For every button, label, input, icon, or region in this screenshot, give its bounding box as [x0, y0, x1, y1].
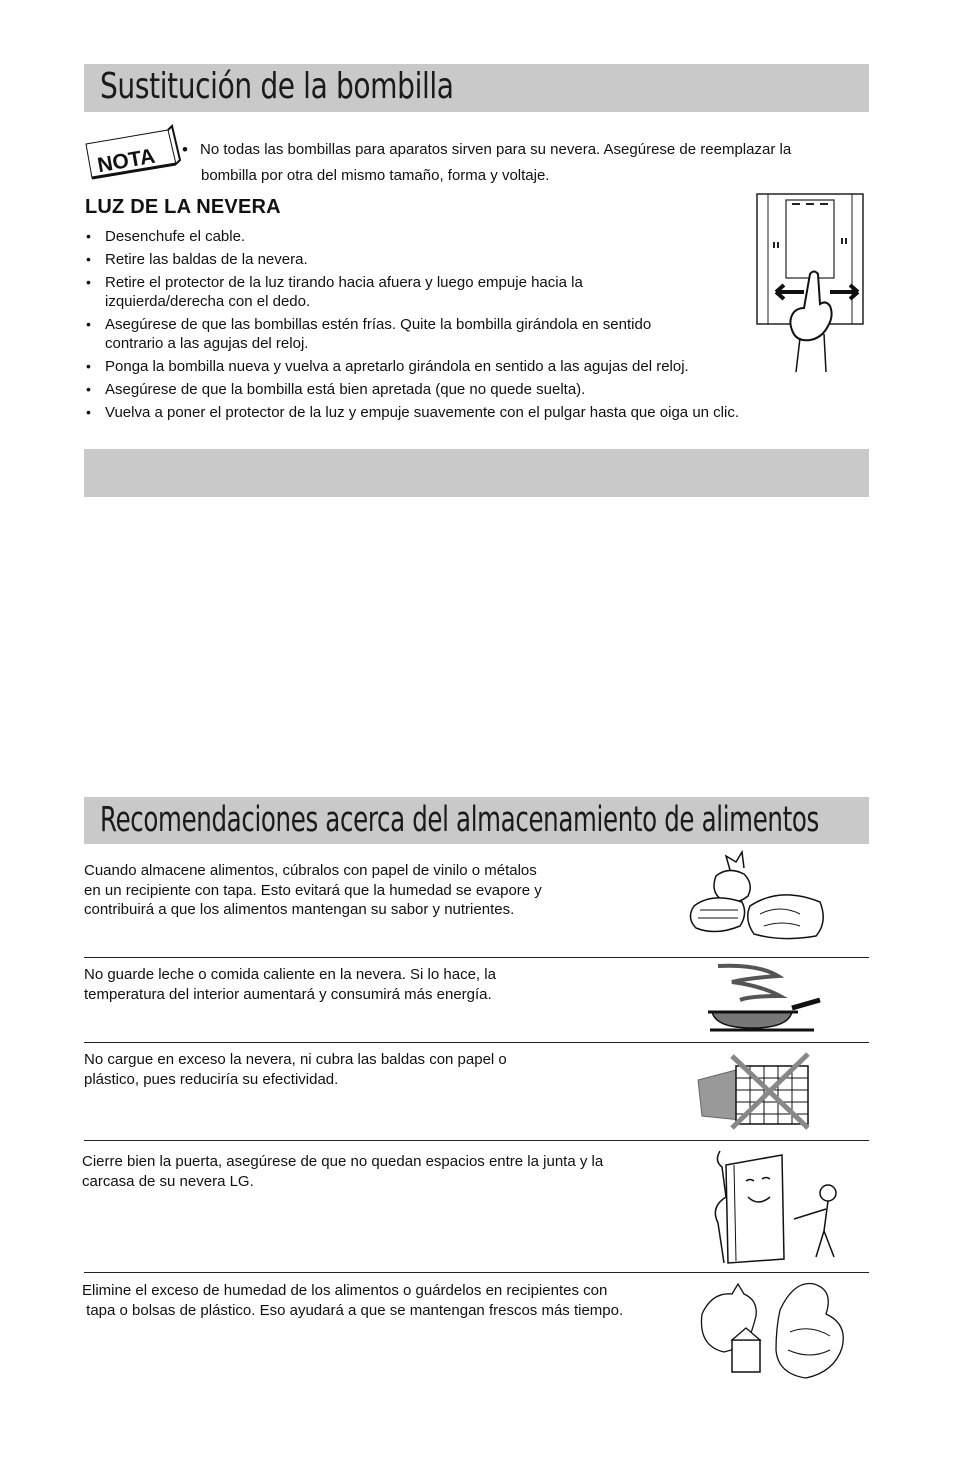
- recommendation-text: Cuando almacene alimentos, cúbralos con papel de vinilo o métalos en un recipiente con tapa. Esto evitará que la humedad se evapore y contribuirá a que los alimentos mantengan su sabor y nutrientes.: [84, 862, 542, 918]
- nota-label: NOTA: [95, 144, 157, 178]
- step-item: • Asegúrese de que las bombillas estén frías. Quite la bombilla girándola en sentido contrario a las agujas del reloj.: [84, 315, 739, 353]
- section-banner-storage: [84, 797, 869, 844]
- section-banner-empty: [84, 449, 869, 497]
- fridge-door-character-icon: [698, 1143, 844, 1272]
- recommendation-text: Elimine el exceso de humedad de los alimentos o guárdelos en recipientes con tapa o bolsas de plástico. Eso ayudará a que se mantengan frescos más tiempo.: [82, 1282, 624, 1319]
- note-line-2: bombilla por otra del mismo tamaño, forma y voltaje.: [201, 167, 550, 184]
- step-item: • Retire las baldas de la nevera.: [84, 250, 739, 269]
- step-item: • Desenchufe el cable.: [84, 227, 739, 246]
- hot-pan-icon: [706, 962, 826, 1039]
- section-title-storage: Recomendaciones acerca del almacenamiento de alimentos: [100, 800, 819, 840]
- food-containers-icon: [690, 1280, 858, 1387]
- note-line-1: No todas las bombillas para aparatos sirven para su nevera. Asegúrese de reemplazar la: [200, 141, 792, 158]
- section-title-bulb: Sustitución de la bombilla: [100, 66, 454, 107]
- bulb-replacement-steps: [84, 227, 739, 426]
- finger-push-light-cover-icon: [752, 192, 868, 374]
- divider: [84, 1140, 869, 1141]
- recommendation-text: No cargue en exceso la nevera, ni cubra las baldas con papel o plástico, pues reduciría su efectividad.: [84, 1051, 507, 1088]
- note-text: [182, 137, 870, 189]
- nota-tag-icon: [84, 124, 184, 180]
- step-item: • Vuelva a poner el protector de la luz y empuje suavemente con el pulgar hasta que oiga un clic.: [84, 403, 739, 422]
- wrapped-food-icon: [686, 848, 830, 947]
- nota-badge: [84, 124, 184, 180]
- step-item: • Ponga la bombilla nueva y vuelva a apretarlo girándola en sentido a las agujas del reloj.: [84, 357, 739, 376]
- step-item: • Asegúrese de que la bombilla está bien apretada (que no quede suelta).: [84, 380, 739, 399]
- recommendation-text: No guarde leche o comida caliente en la nevera. Si lo hace, la temperatura del interior aumentará y consumirá más energía.: [84, 966, 496, 1003]
- divider: [84, 957, 869, 958]
- covered-shelf-crossed-icon: [696, 1050, 820, 1135]
- divider: [84, 1272, 869, 1273]
- note-bullet: •: [182, 140, 188, 159]
- section-banner-bulb: [84, 64, 869, 112]
- recommendation-text: Cierre bien la puerta, asegúrese de que no quedan espacios entre la junta y la carcasa de su nevera LG.: [82, 1153, 604, 1190]
- fridge-light-heading: LUZ DE LA NEVERA: [85, 196, 281, 218]
- step-item: • Retire el protector de la luz tirando hacia afuera y luego empuje hacia la izquierda/derecha con el dedo.: [84, 273, 739, 311]
- light-cover-illustration: [752, 192, 868, 374]
- divider: [84, 1042, 869, 1043]
